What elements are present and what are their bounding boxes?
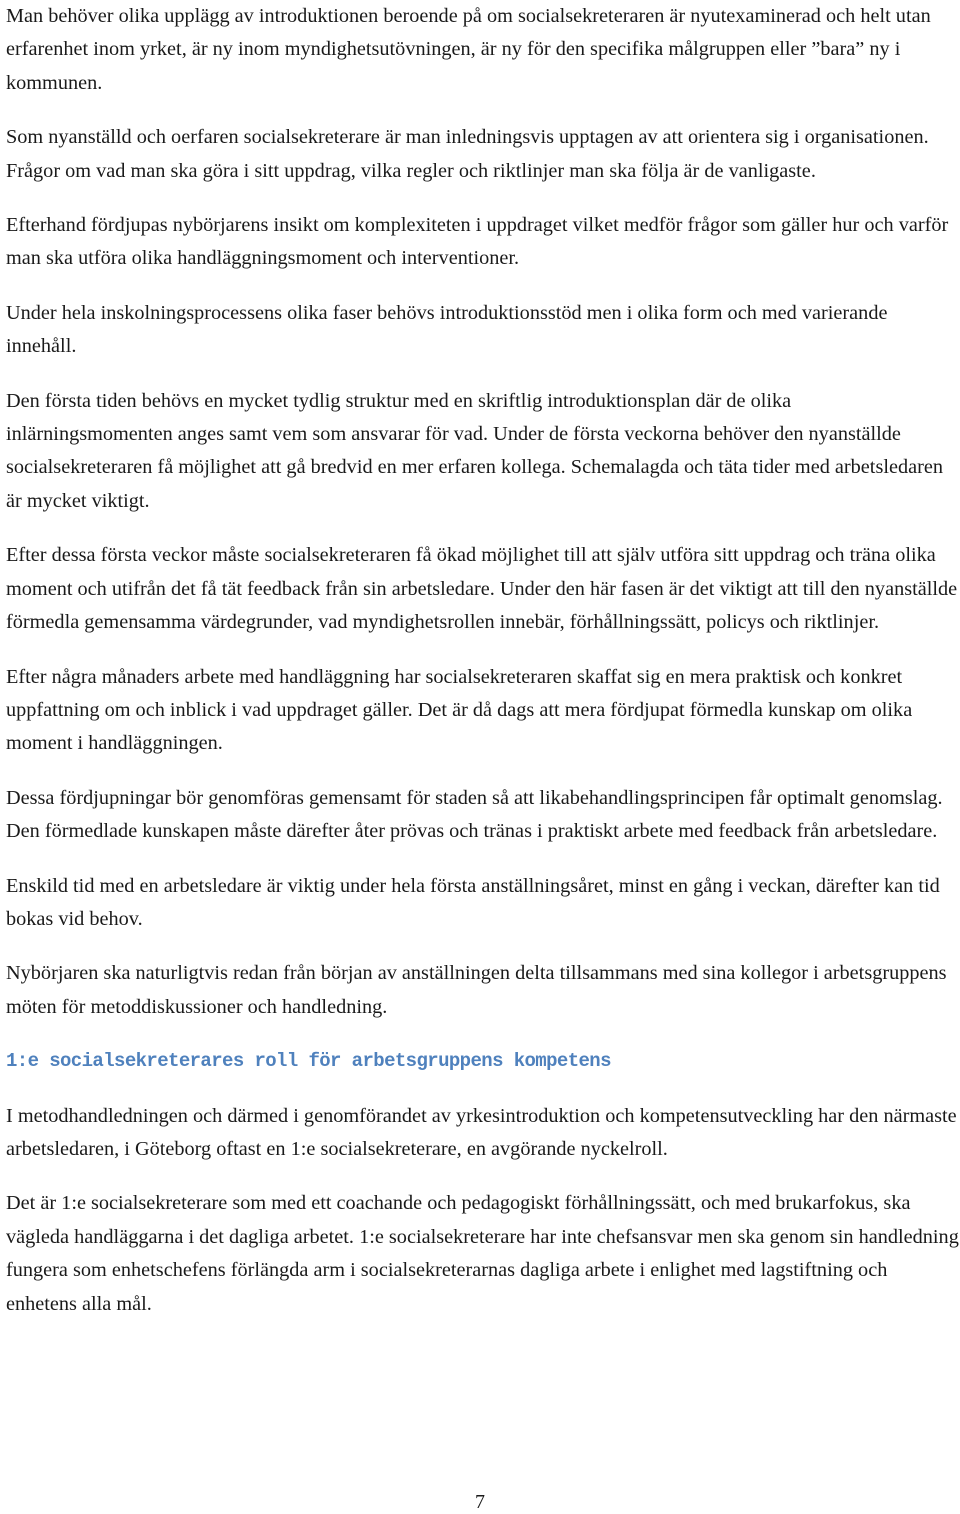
- paragraph-first-weeks-structure: Den första tiden behövs en mycket tydlig struktur med en skriftlig introduktionsplan där de olika inlärningsmomenten anges samt vem som ansvarar för vad. Under de första veckorna behöver den nyanställde socialsekreteraren få möjlighet att gå bredvid en mer erfaren kollega. Schemalagda och täta tider med arbetsledaren är mycket viktigt.: [6, 389, 944, 512]
- paragraph-coaching-role: Det är 1:e socialsekreterare som med ett coachande och pedagogiskt förhållningssätt, och med brukarfokus, ska vägleda handläggarna i det dagliga arbetet. 1:e socialsekreterare har inte chefsansvar men ska genom sin handledning fungera som enhetschefens förlängda arm i socialsekreterarnas dagliga arbete i enlighet med lagstiftning och enhetens alla mål.: [6, 1192, 959, 1315]
- page-number: 7: [475, 1491, 485, 1513]
- paragraph-deepening-insight: Efterhand fördjupas nybörjarens insikt om komplexiteten i uppdraget vilket medför frågor som gäller hur och varför man ska utföra olika handläggningsmoment och interventioner.: [6, 214, 949, 270]
- paragraph-after-some-months: Efter några månaders arbete med handläggning har socialsekreteraren skaffat sig en mera praktisk och konkret uppfattning om och inblick i vad uppdraget gäller. Det är då dags att mera fördjupat förmedla kunskap om olika moment i handläggningen.: [6, 665, 913, 755]
- paragraph-individual-time: Enskild tid med en arbetsledare är viktig under hela första anställningsåret, minst en gång i veckan, därefter kan tid bokas vid behov.: [6, 874, 940, 930]
- paragraph-group-meetings: Nybörjaren ska naturligtvis redan från början av anställningen delta tillsammans med sina kollegor i arbetsgruppens möten för metoddiskussioner och handledning.: [6, 962, 947, 1018]
- paragraph-after-first-weeks: Efter dessa första veckor måste socialsekreteraren få ökad möjlighet till att själv utföra sitt uppdrag och träna olika moment och utifrån det få tät feedback från sin arbetsledare. Under den här fasen är det viktigt att till den nyanställde förmedla gemensamma värdegrunder, vad myndighetsrollen innebär, förhållningssätt, policys och riktlinjer.: [6, 544, 958, 634]
- paragraph-method-guidance: I metodhandledningen och därmed i genomförandet av yrkesintroduktion och kompetensutveckling har den närmaste arbetsledaren, i Göteborg oftast en 1:e socialsekreterare, en avgörande nyckelroll.: [6, 1104, 957, 1160]
- section-heading: 1:e socialsekreterares roll för arbetsgruppens kompetens: [6, 1050, 611, 1073]
- paragraph-joint-deepening: Dessa fördjupningar bör genomföras gemensamt för staden så att likabehandlingsprincipen får optimalt genomslag. Den förmedlade kunskapen måste därefter åter prövas och tränas i praktiskt arbete med feedback från arbetsledare.: [6, 786, 943, 843]
- paragraph-new-employee-orientation: Som nyanställd och oerfaren socialsekreterare är man inledningsvis upptagen av att orientera sig i organisationen. Frågor om vad man ska göra i sitt uppdrag, vilka regler och riktlinjer man ska följa är de vanligaste.: [6, 126, 929, 182]
- paragraph-introduction-variants: Man behöver olika upplägg av introduktionen beroende på om socialsekreteraren är nyutexaminerad och helt utan erfarenhet inom yrket, är ny inom myndighetsutövningen, är ny för den specifika målgruppen eller ”bara” ny i kommunen.: [6, 5, 931, 94]
- paragraph-introduction-support: Under hela inskolningsprocessens olika faser behövs introduktionsstöd men i olika form och med varierande innehåll.: [6, 301, 888, 358]
- document-page: [6, 0, 960, 1342]
